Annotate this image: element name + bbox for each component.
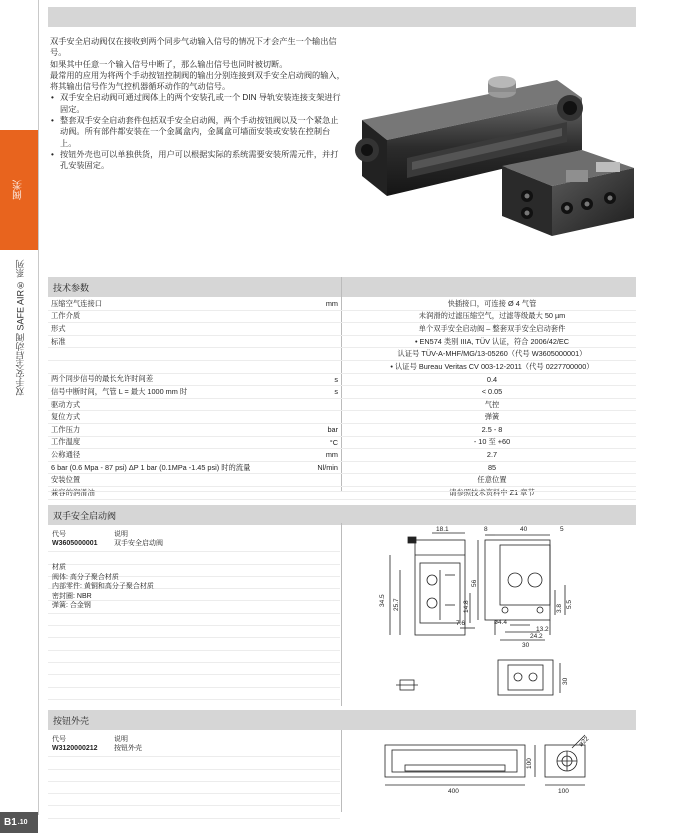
- housing-header: [52, 735, 128, 744]
- dim-label: 56: [471, 579, 478, 587]
- spec-unit: mm: [325, 299, 338, 309]
- spec-label: 公称通径: [51, 449, 81, 459]
- spec-row: [48, 311, 636, 324]
- housing-grid: [48, 745, 340, 819]
- spec-value: • 认证号 Bureau Veritas CV 003-12-2011（代号 0227700000）: [390, 361, 594, 371]
- spec-label: 安装位置: [51, 475, 81, 485]
- spec-value: 2.5 - 8: [481, 425, 503, 435]
- dim-label: 100: [526, 758, 533, 769]
- spec-row: [48, 348, 636, 361]
- spec-label: 信号中断时间，气管 L = 最大 1000 mm 时: [51, 386, 188, 396]
- housing-desc-header: 说明: [114, 736, 128, 743]
- spec-row: [48, 298, 636, 311]
- category-tab-label: 阀类: [13, 180, 25, 200]
- product-photo: [352, 58, 642, 248]
- spec-row: [48, 399, 636, 412]
- spec-value: 认证号 TÜV-A-MHF/MG/13-05260（代号 W3605000001）: [397, 349, 587, 359]
- dim-label: 14.8: [463, 600, 470, 613]
- spec-label: 6 bar (0.6 Mpa - 87 psi) ΔP 1 bar (0.1MPa -1.45 psi) 时的流量: [51, 462, 251, 472]
- dim-label: 5.5: [566, 599, 573, 609]
- spec-unit: Nl/min: [317, 463, 338, 473]
- valve-header: [52, 530, 128, 539]
- dim-label: 5: [560, 526, 564, 533]
- housing-divider: [341, 730, 342, 812]
- page-number: [0, 812, 38, 833]
- sidebar-divider: [38, 0, 39, 815]
- specs-table: [48, 298, 636, 500]
- spec-row: [48, 374, 636, 387]
- dim-label: 8: [484, 526, 488, 533]
- spec-value: 快插接口，可连接 Ø 4 气管: [447, 298, 537, 308]
- category-tab[interactable]: [0, 130, 38, 250]
- valve-code: W3605000001: [52, 540, 98, 547]
- spec-row: [48, 462, 636, 475]
- spec-row: [48, 411, 636, 424]
- header-bar: [48, 7, 636, 27]
- dim-label: 24.2: [530, 633, 543, 640]
- page-number-sub: .10: [17, 819, 28, 826]
- spec-label: 工作压力: [51, 424, 81, 434]
- dim-label: 13.2: [536, 626, 549, 633]
- dim-label: 100: [558, 788, 569, 795]
- dim-label: ø22: [577, 735, 591, 749]
- specs-spacer-row: [48, 480, 636, 492]
- spec-label: 驱动方式: [51, 399, 81, 409]
- spec-label: 标准: [51, 336, 66, 346]
- spec-value: 0.4: [486, 374, 498, 384]
- housing-code: W3120000212: [52, 745, 98, 752]
- spec-value: 85: [487, 463, 497, 473]
- valve-desc-header: 说明: [114, 531, 128, 538]
- materials-title: 材质: [52, 564, 66, 571]
- intro-bullet: • 双手安全启动阀可通过阀体上的两个安装孔或一个 DIN 导轨安装连接支架进行固定。: [50, 92, 346, 115]
- specs-title: 技术参数: [48, 277, 636, 297]
- housing-drawing: [380, 730, 610, 802]
- dim-label: 25.7: [393, 598, 400, 611]
- spec-label: 工作介质: [51, 311, 81, 321]
- intro-p3: 最常用的应用为将两个手动按钮控制阀的输出分别连接到双手安全启动阀的输入，将其输出信号作为气控机器循环动作的气动信号。: [50, 70, 345, 92]
- spec-value: 弹簧: [484, 412, 500, 422]
- spec-value: 未润滑的过滤压缩空气，过滤等级最大 50 µm: [418, 311, 566, 321]
- dim-label: 30: [522, 642, 530, 649]
- spec-value: 单个双手安全启动阀 – 整套双手安全启动套件: [418, 323, 566, 333]
- spec-row: [48, 386, 636, 399]
- housing-desc: 按钮外壳: [114, 745, 142, 752]
- spec-unit: s: [334, 387, 338, 397]
- material-item: 密封圈: NBR: [52, 592, 92, 600]
- spec-value: 2.7: [486, 450, 498, 460]
- valve-title: 双手安全启动阀: [48, 505, 636, 525]
- material-item: 阀体: 高分子聚合材质: [52, 573, 119, 581]
- spec-unit: mm: [325, 450, 338, 460]
- spec-row: [48, 323, 636, 336]
- intro-p2: 如果其中任意一个输入信号中断了，那么输出信号也同时被切断。: [50, 59, 288, 69]
- valve-code-header: 代号: [52, 531, 66, 538]
- dim-label: 400: [448, 788, 459, 795]
- dim-label: ø4.4: [494, 619, 508, 626]
- valve-drawing: [360, 525, 636, 705]
- spec-row: [48, 437, 636, 450]
- dim-label: 3.8: [556, 603, 563, 613]
- series-label: 双手安全启动阀 SAFE AIR® 系列: [15, 259, 26, 397]
- spec-value: < 0.05: [481, 387, 503, 397]
- dim-label: 34.5: [379, 594, 386, 607]
- housing-title: 按钮外壳: [48, 710, 636, 730]
- intro-p1: 双手安全启动阀仅在接收到两个同步气动输入信号的情况下才会产生一个输出信号。: [50, 37, 337, 58]
- valve-desc: 双手安全启动阀: [114, 540, 163, 547]
- spec-row: [48, 449, 636, 462]
- dim-label: 18.1: [436, 526, 449, 533]
- dim-label: 30: [562, 677, 569, 685]
- spec-label: 两个同步信号的最长允许时间差: [51, 374, 154, 384]
- page-number-main: B1: [4, 817, 17, 828]
- spec-unit: °C: [329, 437, 338, 447]
- intro-bullets: [50, 92, 346, 171]
- intro-text: [50, 36, 346, 172]
- spec-value: - 10 至 +60: [473, 437, 511, 447]
- spec-value: • EN574 类别 IIIA, TÜV 认证，符合 2006/42/EC: [414, 336, 570, 346]
- spec-row: [48, 424, 636, 437]
- spec-value: 任意位置: [477, 475, 507, 485]
- valve-divider: [341, 523, 342, 706]
- intro-bullet: • 整套双手安全启动套件包括双手安全启动阀，两个手动按钮阀以及一个紧急止动阀。所有部件都安装在一个金属盒内，金属盒可墙面安装或安装在控制台上。: [50, 115, 346, 149]
- valve-materials: [52, 563, 154, 611]
- spec-unit: bar: [327, 425, 338, 435]
- spec-unit: s: [334, 374, 338, 384]
- spec-label: 压缩空气连接口: [51, 298, 103, 308]
- dim-label: 7.6: [456, 620, 466, 627]
- spec-label: 兼容的润滑油: [51, 487, 95, 497]
- material-item: 内部零件: 黄铜和高分子聚合材质: [52, 583, 154, 591]
- spec-row: [48, 361, 636, 374]
- housing-code-header: 代号: [52, 736, 66, 743]
- spec-value: 请参照技术资料中 Z1 章节: [449, 487, 535, 497]
- intro-bullet: • 按钮外壳也可以单独供货，用户可以根据实际的系统需要安装所需元件，并打孔安装固定。: [50, 149, 346, 172]
- spec-value: 气控: [484, 399, 500, 409]
- spec-label: 形式: [51, 323, 66, 333]
- spec-row: [48, 336, 636, 349]
- spec-label: 复位方式: [51, 412, 81, 422]
- dim-label: 40: [520, 526, 528, 533]
- spec-label: 工作温度: [51, 437, 81, 447]
- material-item: 弹簧: 合金钢: [52, 602, 91, 610]
